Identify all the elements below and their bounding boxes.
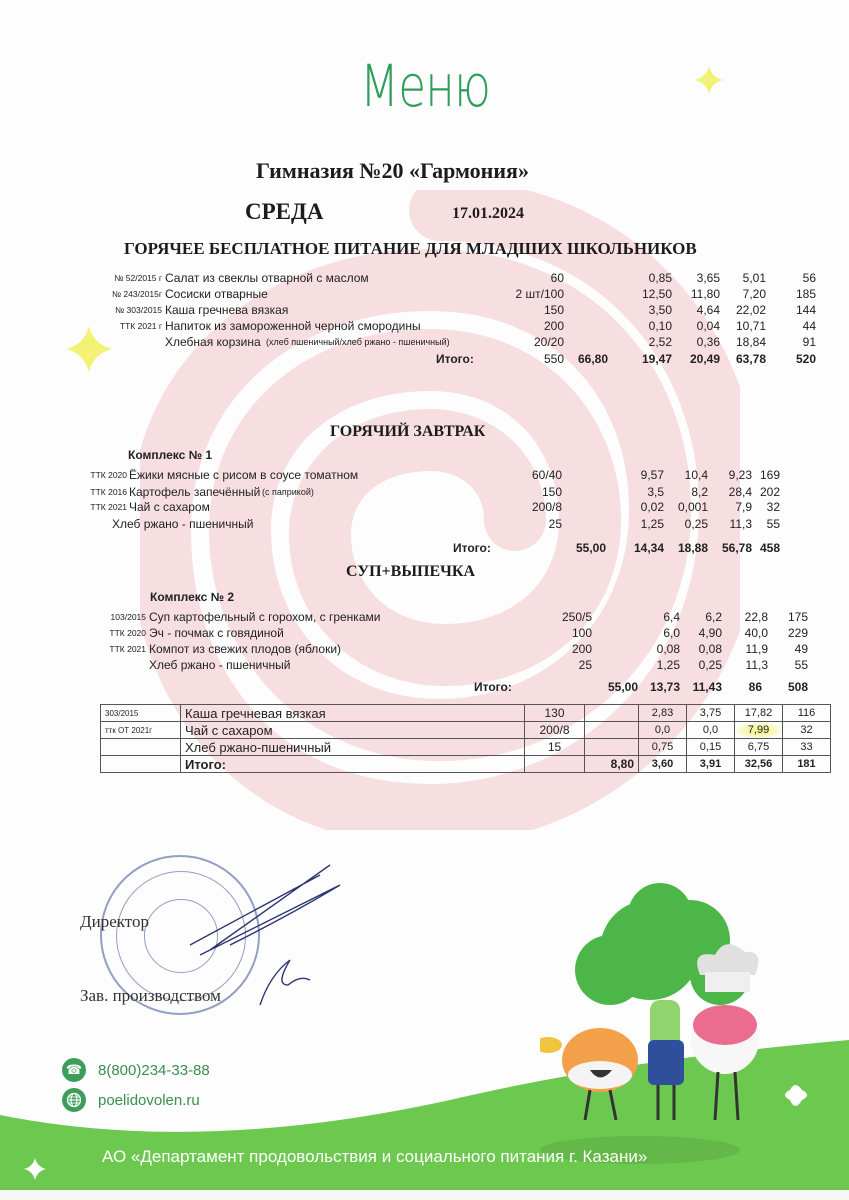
menu-total-row xyxy=(0,680,849,696)
total-price: 55,00 xyxy=(575,541,606,555)
menu-row xyxy=(0,468,849,484)
weight: 100 xyxy=(571,626,592,640)
kcal: 185 xyxy=(795,287,816,301)
protein: 3,50 xyxy=(648,303,672,317)
carbs: 7,20 xyxy=(742,287,766,301)
carbs: 11,3 xyxy=(745,658,768,672)
dish-name: Суп картофельный с горохом, с гренками xyxy=(149,610,381,624)
weight: 200/8 xyxy=(531,500,562,514)
globe-icon xyxy=(62,1088,86,1112)
carbs: 7,9 xyxy=(735,500,752,514)
kcal: 175 xyxy=(787,610,808,624)
dish-name: Компот из свежих плодов (яблоки) xyxy=(149,642,342,656)
phone-contact[interactable] xyxy=(62,1058,210,1082)
protein: 2,52 xyxy=(648,335,672,349)
kcal: 169 xyxy=(759,468,780,482)
total-carbs: 56,78 xyxy=(721,541,752,555)
menu-row xyxy=(0,271,849,287)
dish-name: Хлеб ржано-пшеничный xyxy=(181,739,525,756)
table-row xyxy=(101,739,831,756)
weight: 130 xyxy=(525,705,585,722)
fat: 3,75 xyxy=(687,705,735,722)
production-manager-label: Зав. производством xyxy=(80,986,221,1005)
menu-row xyxy=(0,658,849,674)
recipe-code: № 52/2015 г xyxy=(114,273,162,283)
recipe-code: ТТК 2020 xyxy=(90,470,127,480)
recipe-code xyxy=(101,739,181,756)
menu-row xyxy=(0,319,849,335)
total-kcal: 520 xyxy=(795,352,816,366)
recipe-code: ТТК 2020 xyxy=(109,628,146,638)
recipe-code: ТТК 2016 xyxy=(90,487,127,497)
protein: 0,0 xyxy=(639,722,687,739)
total-protein: 14,34 xyxy=(633,541,664,555)
total-kcal: 508 xyxy=(787,680,808,694)
protein: 2,83 xyxy=(639,705,687,722)
kcal: 49 xyxy=(794,642,808,656)
price xyxy=(585,705,639,722)
dish-note: (хлеб пшеничный/хлеб ржано - пшеничный) xyxy=(266,337,450,347)
total-carbs: 63,78 xyxy=(735,352,766,366)
empty-cell xyxy=(525,756,585,773)
kcal: 56 xyxy=(802,271,816,285)
phone-icon: ☎ xyxy=(62,1058,86,1082)
fat: 0,001 xyxy=(677,500,708,514)
dish-name: Эч - почмак с говядиной xyxy=(149,626,284,640)
price xyxy=(585,722,639,739)
menu-total-row xyxy=(0,541,849,557)
total-fat: 20,49 xyxy=(689,352,720,366)
fat: 4,90 xyxy=(698,626,722,640)
total-fat: 18,88 xyxy=(677,541,708,555)
menu-row xyxy=(0,610,849,626)
section-hot-breakfast-heading: ГОРЯЧИЙ ЗАВТРАК xyxy=(330,423,486,440)
weight: 250/5 xyxy=(561,610,592,624)
carbs: 10,71 xyxy=(735,319,766,333)
protein: 0,02 xyxy=(640,500,664,514)
dish-name: Каша гречневая вязкая xyxy=(181,705,525,722)
dish-note: (с паприкой) xyxy=(262,487,314,497)
star-decoration-icon xyxy=(695,66,723,94)
protein: 0,10 xyxy=(648,319,672,333)
phone-number: 8(800)234-33-88 xyxy=(98,1061,210,1079)
total-label: Итого: xyxy=(436,352,474,366)
kcal: 116 xyxy=(783,705,831,722)
carbs: 22,8 xyxy=(744,610,768,624)
menu-row xyxy=(0,485,849,501)
fat: 3,65 xyxy=(696,271,720,285)
weight: 60 xyxy=(550,271,564,285)
complex-2-label: Комплекс № 2 xyxy=(150,590,234,604)
total-fat: 11,43 xyxy=(692,680,722,694)
total-carbs: 86 xyxy=(748,680,762,694)
dish-name: Сосиски отварные xyxy=(165,287,268,301)
director-label: Директор xyxy=(80,912,149,931)
kcal: 55 xyxy=(794,658,808,672)
recipe-code: ттк ОТ 2021г xyxy=(101,722,181,739)
menu-row xyxy=(0,626,849,642)
dish-name: Картофель запечённый xyxy=(129,485,261,499)
total-protein: 13,73 xyxy=(649,680,680,694)
recipe-code: № 303/2015 xyxy=(115,305,162,315)
menu-total-row xyxy=(0,352,849,368)
menu-row xyxy=(0,500,849,516)
weight: 200 xyxy=(543,319,564,333)
recipe-code: ТТК 2021 xyxy=(109,644,146,654)
kcal: 229 xyxy=(787,626,808,640)
section-free-meals-heading: ГОРЯЧЕЕ БЕСПЛАТНОЕ ПИТАНИЕ ДЛЯ МЛАДШИХ ШКОЛЬНИКОВ xyxy=(124,239,697,258)
total-price: 66,80 xyxy=(577,352,608,366)
page-bottom-margin xyxy=(0,1190,849,1200)
signature-scribble xyxy=(170,855,360,1015)
extra-menu-table xyxy=(100,704,831,773)
kcal: 55 xyxy=(766,517,780,531)
total-fat: 3,91 xyxy=(687,756,735,773)
fat: 0,15 xyxy=(687,739,735,756)
fat: 0,25 xyxy=(698,658,722,672)
recipe-code: ТТК 2021 xyxy=(90,502,127,512)
dish-name: Напиток из замороженной черной смородины xyxy=(165,319,421,333)
weight: 20/20 xyxy=(533,335,564,349)
total-label: Итого: xyxy=(474,680,512,694)
total-label: Итого: xyxy=(181,756,525,773)
fat: 0,36 xyxy=(696,335,720,349)
carbs: 28,4 xyxy=(728,485,752,499)
recipe-code: 303/2015 xyxy=(101,705,181,722)
menu-row xyxy=(0,517,849,533)
weekday: СРЕДА xyxy=(245,199,324,224)
total-price: 55,00 xyxy=(607,680,638,694)
dish-name: Салат из свеклы отварной с маслом xyxy=(165,271,369,285)
fat: 11,80 xyxy=(690,287,720,301)
protein: 0,08 xyxy=(656,642,680,656)
fat: 0,08 xyxy=(698,642,722,656)
star-decoration-icon xyxy=(24,1158,46,1180)
total-protein: 3,60 xyxy=(639,756,687,773)
total-kcal: 181 xyxy=(783,756,831,773)
fat: 10,4 xyxy=(684,468,708,482)
total-weight: 550 xyxy=(543,352,564,366)
weight: 15 xyxy=(525,739,585,756)
fat: 6,2 xyxy=(705,610,722,624)
dish-name: Чай с сахаром xyxy=(181,722,525,739)
weight: 150 xyxy=(543,303,564,317)
footer-organization: АО «Департамент продовольствия и социального питания г. Казани» xyxy=(102,1147,648,1166)
weight: 25 xyxy=(578,658,592,672)
carbs: 5,01 xyxy=(742,271,766,285)
protein: 0,75 xyxy=(639,739,687,756)
protein: 1,25 xyxy=(656,658,680,672)
menu-date: 17.01.2024 xyxy=(452,205,524,222)
menu-row xyxy=(0,303,849,319)
protein: 12,50 xyxy=(641,287,672,301)
empty-cell xyxy=(101,756,181,773)
carbs: 6,75 xyxy=(735,739,783,756)
total-carbs: 32,56 xyxy=(735,756,783,773)
table-total-row xyxy=(101,756,831,773)
kcal: 32 xyxy=(766,500,780,514)
total-protein: 19,47 xyxy=(641,352,672,366)
weight: 200/8 xyxy=(525,722,585,739)
carbs: 40,0 xyxy=(744,626,768,640)
complex-1-label: Комплекс № 1 xyxy=(128,448,212,462)
total-price: 8,80 xyxy=(585,756,639,773)
kcal: 144 xyxy=(795,303,816,317)
kcal: 32 xyxy=(783,722,831,739)
fat: 0,25 xyxy=(684,517,708,531)
carbs: 17,82 xyxy=(735,705,783,722)
dish-name: Каша гречнева вязкая xyxy=(165,303,289,317)
school-name: Гимназия №20 «Гармония» xyxy=(256,158,529,183)
carbs-highlighted: 7,99 xyxy=(735,722,783,739)
price xyxy=(585,739,639,756)
fat: 4,64 xyxy=(696,303,720,317)
menu-row xyxy=(0,335,849,351)
kcal: 202 xyxy=(759,485,780,499)
total-label: Итого: xyxy=(453,541,491,555)
fat: 8,2 xyxy=(691,485,708,499)
table-row xyxy=(101,705,831,722)
vegetable-mascots-illustration xyxy=(540,880,840,1130)
fat: 0,04 xyxy=(696,319,720,333)
dish-name: Чай с сахаром xyxy=(129,500,210,514)
protein: 9,57 xyxy=(640,468,664,482)
section-soup-pastry-heading: СУП+ВЫПЕЧКА xyxy=(346,563,476,580)
protein: 6,4 xyxy=(663,610,680,624)
menu-row xyxy=(0,287,849,303)
dish-name: Хлеб ржано - пшеничный xyxy=(149,658,291,672)
protein: 6,0 xyxy=(663,626,680,640)
kcal: 91 xyxy=(802,335,816,349)
carbs: 11,3 xyxy=(729,517,752,531)
protein: 3,5 xyxy=(647,485,664,499)
protein: 0,85 xyxy=(648,271,672,285)
kcal: 33 xyxy=(783,739,831,756)
weight: 60/40 xyxy=(531,468,562,482)
recipe-code: ТТК 2021 г xyxy=(119,321,162,331)
total-kcal: 458 xyxy=(759,541,780,555)
weight: 2 шт/100 xyxy=(515,287,564,301)
weight: 200 xyxy=(571,642,592,656)
dish-name: Хлебная корзина xyxy=(165,335,261,349)
carbs: 9,23 xyxy=(728,468,752,482)
fat: 0,0 xyxy=(687,722,735,739)
weight: 25 xyxy=(548,517,562,531)
protein: 1,25 xyxy=(640,517,664,531)
carbs: 18,84 xyxy=(735,335,766,349)
menu-row xyxy=(0,642,849,658)
kcal: 44 xyxy=(802,319,816,333)
website-contact[interactable] xyxy=(62,1088,200,1112)
menu-title: Меню xyxy=(360,52,491,120)
recipe-code: 103/2015 xyxy=(110,612,146,622)
dish-name: Хлеб ржано - пшеничный xyxy=(112,517,254,531)
table-row xyxy=(101,722,831,739)
carbs: 22,02 xyxy=(735,303,766,317)
carbs: 11,9 xyxy=(745,642,768,656)
dish-name: Ёжики мясные с рисом в соусе томатном xyxy=(129,468,359,482)
weight: 150 xyxy=(541,485,562,499)
recipe-code: № 243/2015г xyxy=(111,289,162,299)
website-link: poelidovolen.ru xyxy=(98,1091,200,1109)
